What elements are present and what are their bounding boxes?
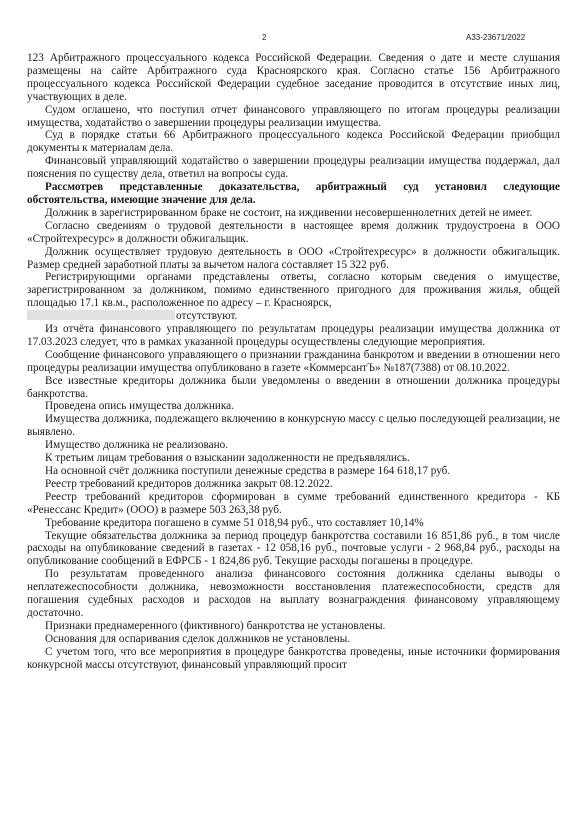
paragraph-current-obligations: Текущие обязательства должника за период процедур банкротства составили 16 851,86 руб., в том числе расходы на опубликование сведений в газетах - 12 058,16 руб., почтовые услуги - 2 968,84 руб., расходы на опубликование сообщений в ЕФРСБ - 1 824,86 руб. Текущие расходы погашены в процедуре. [27, 529, 560, 568]
paragraph-no-challenge: Основания для оспаривания сделок должников не установлены. [45, 632, 351, 645]
paragraph-documents-attached: Суд в порядке статьи 66 Арбитражного процессуального кодекса Российской Федерации приобщил документы к материалам дела. [27, 129, 560, 155]
case-number: А33-23671/2022 [466, 33, 526, 42]
redacted-address [27, 310, 175, 320]
paragraph-registry-amount: Реестр требований кредиторов сформирован в сумме требований единственного кредитора - КБ «Ренессанс Кредит» (ООО) в размере 503 263,38 руб. [27, 490, 560, 516]
property-text: Регистрирующими органами представлены ответы, согласно которым сведения о имуществе, зарегистрированном за должником, помимо единственного пригодного для проживания жилья, общей площадью 17.1 кв.м., расположенное по адресу – г. Красноярск, [27, 271, 560, 310]
paragraph-inventory: Проведена опись имущества должника. [45, 400, 234, 413]
paragraph-third-parties: К третьим лицам требования о взыскании задолженности не предъявлялись. [45, 452, 410, 465]
paragraph-motion-supported: Финансовый управляющий ходатайство о завершении процедуры реализации имущества поддержал, дал пояснения по существу дела, ответил на вопросы суда. [27, 155, 560, 181]
paragraph-hearing-info: 123 Арбитражного процессуального кодекса Российской Федерации. Сведения о дате и месте слушания размещены на сайте Арбитражного суда Красноярского края. Согласно статье 156 Арбитражного процессуального кодекса Российской Федерации судебное заседание проводится в отсутствие иных лиц, участвующих в деле. [27, 52, 560, 103]
paragraph-no-assets: Имущества должника, подлежащего включению в конкурсную массу с целью последующей реализации, не выявлено. [27, 413, 560, 439]
paragraph-claim-repaid: Требование кредитора погашено в сумме 51 018,94 руб., что составляет 10,14% [45, 516, 424, 529]
paragraph-registry-closed: Реестр требований кредиторов должника закрыт 08.12.2022. [45, 477, 333, 490]
paragraph-salary: Должник осуществляет трудовую деятельность в ООО «Стройтехресурс» в должности обжигальщик. Размер средней заработной платы за вычетом налога составляет 15 322 руб. [27, 245, 560, 271]
paragraph-report-announced: Судом оглашено, что поступил отчет финансового управляющего по итогам процедуры реализации имущества, ходатайство о завершении процедуры реализации имущества. [27, 103, 560, 129]
paragraph-no-fictitious: Признаки преднамеренного (фиктивного) банкротства не установлены. [45, 619, 386, 632]
paragraph-court-findings: Рассмотрев представленные доказательства, арбитражный суд установил следующие обстоятельства, имеющие значение для дела. [27, 181, 560, 206]
paragraph-not-sold: Имущество должника не реализовано. [45, 439, 229, 452]
paragraph-creditors-notified: Все известные кредиторы должника были уведомлены о введении в отношении должника процедуры банкротства. [27, 374, 560, 400]
paragraph-conclusion: С учетом того, что все мероприятия в процедуре банкротства проведены, иные источники формирования конкурсной массы отсутствуют, финансовый управляющий просит [27, 645, 560, 671]
paragraph-report-summary: Из отчёта финансового управляющего по результатам процедуры реализации имущества должника от 17.03.2023 следует, что в рамках указанной процедуры осуществлены следующие мероприятия. [27, 323, 560, 348]
paragraph-analysis: По результатам проведенного анализа финансового состояния должника сделаны выводы о неплатежеспособности должника, невозможности восстановления платежеспособности, средств для погашения судебных расходов и расходов на выплату вознаграждения финансовому управляющему достаточно. [27, 568, 560, 619]
paragraph-employment: Согласно сведениям о трудовой деятельности в настоящее время должник трудоустроена в ООО «Стройтехресурс» в должности обжигальщик. [27, 219, 560, 245]
document-body [27, 52, 560, 672]
paragraph-marital-status: Должник в зарегистрированном браке не состоит, на иждивении несовершеннолетних детей не имеет. [45, 206, 533, 219]
page-number: 2 [262, 33, 267, 42]
property-text-end: отсутствуют. [176, 310, 238, 323]
paragraph-funds-received: На основной счёт должника поступили денежные средства в размере 164 618,17 руб. [45, 465, 451, 477]
paragraph-publication: Сообщение финансового управляющего о признании гражданина банкротом и введении в отношении него процедуры реализации имущества опубликовано в газете «КоммерсантЪ» №187(7388) от 08.10.2022. [27, 348, 560, 374]
paragraph-property [27, 271, 560, 323]
